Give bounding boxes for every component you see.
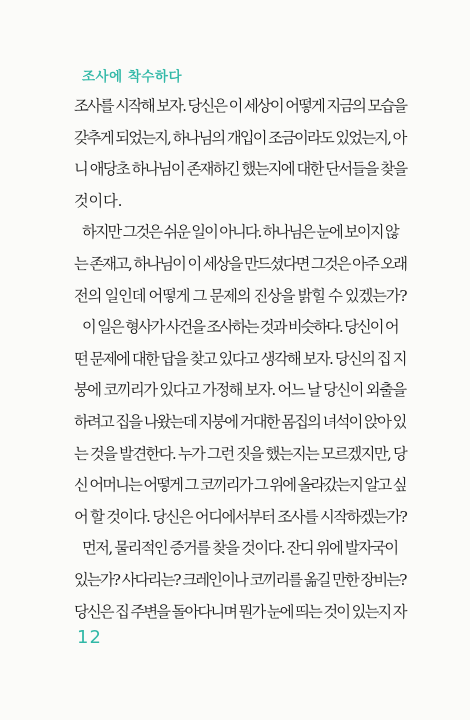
section-heading: 조사에 착수하다 [82,69,182,85]
body-text [74,91,406,628]
text-line: 있는가? 사다리는? 크레인이나 코끼리를 옮길 만한 장비는? [74,570,406,589]
text-line: 하려고 집을 나왔는데 지붕에 거대한 몸집의 녀석이 앉아 있 [74,412,406,431]
text-line: 것이다. [74,191,123,210]
paragraph-3 [74,312,406,533]
text-line: 전의 일인데 어떻게 그 문제의 진상을 밝힐 수 있겠는가? [74,286,407,305]
text-line: 는 것을 발견한다. 누가 그런 짓을 했는지는 모르겠지만, 당 [74,444,407,463]
text-line: 붕에 코끼리가 있다고 가정해 보자. 어느 날 당신이 외출을 [74,381,406,400]
page-number: 12 [77,627,102,648]
text-line: 조사를 시작해 보자. 당신은 이 세상이 어떻게 지금의 모습을 [74,97,407,115]
text-line: 먼저, 물리적인 증거를 찾을 것이다. 잔디 위에 발자국이 [82,539,398,558]
text-line: 하지만 그것은 쉬운 일이 아니다. 하나님은 눈에 보이지 않 [82,223,398,242]
paragraph-2 [74,217,406,312]
paragraph-1 [74,91,406,217]
text-line: 이 일은 형사가 사건을 조사하는 것과 비슷하다. 당신이 어 [82,318,398,337]
text-line: 갖추게 되었는지, 하나님의 개입이 조금이라도 있었는지, 아 [74,128,406,147]
text-line: 어 할 것이다. 당신은 어디에서부터 조사를 시작하겠는가? [74,507,407,526]
text-line: 떤 문제에 대한 답을 찾고 있다고 생각해 보자. 당신의 집 지 [74,349,406,368]
text-line: 니 애당초 하나님이 존재하긴 했는지에 대한 단서들을 찾을 [74,160,407,179]
text-line: 신 어머니는 어떻게 그 코끼리가 그 위에 올라갔는지 알고 싶 [74,476,406,495]
text-line: 는 존재고, 하나님이 이 세상을 만드셨다면 그것은 아주 오래 [74,254,407,273]
text-line: 당신은 집 주변을 돌아다니며 뭔가 눈에 띄는 것이 있는지 자 [74,602,406,621]
paragraph-4 [74,533,406,628]
